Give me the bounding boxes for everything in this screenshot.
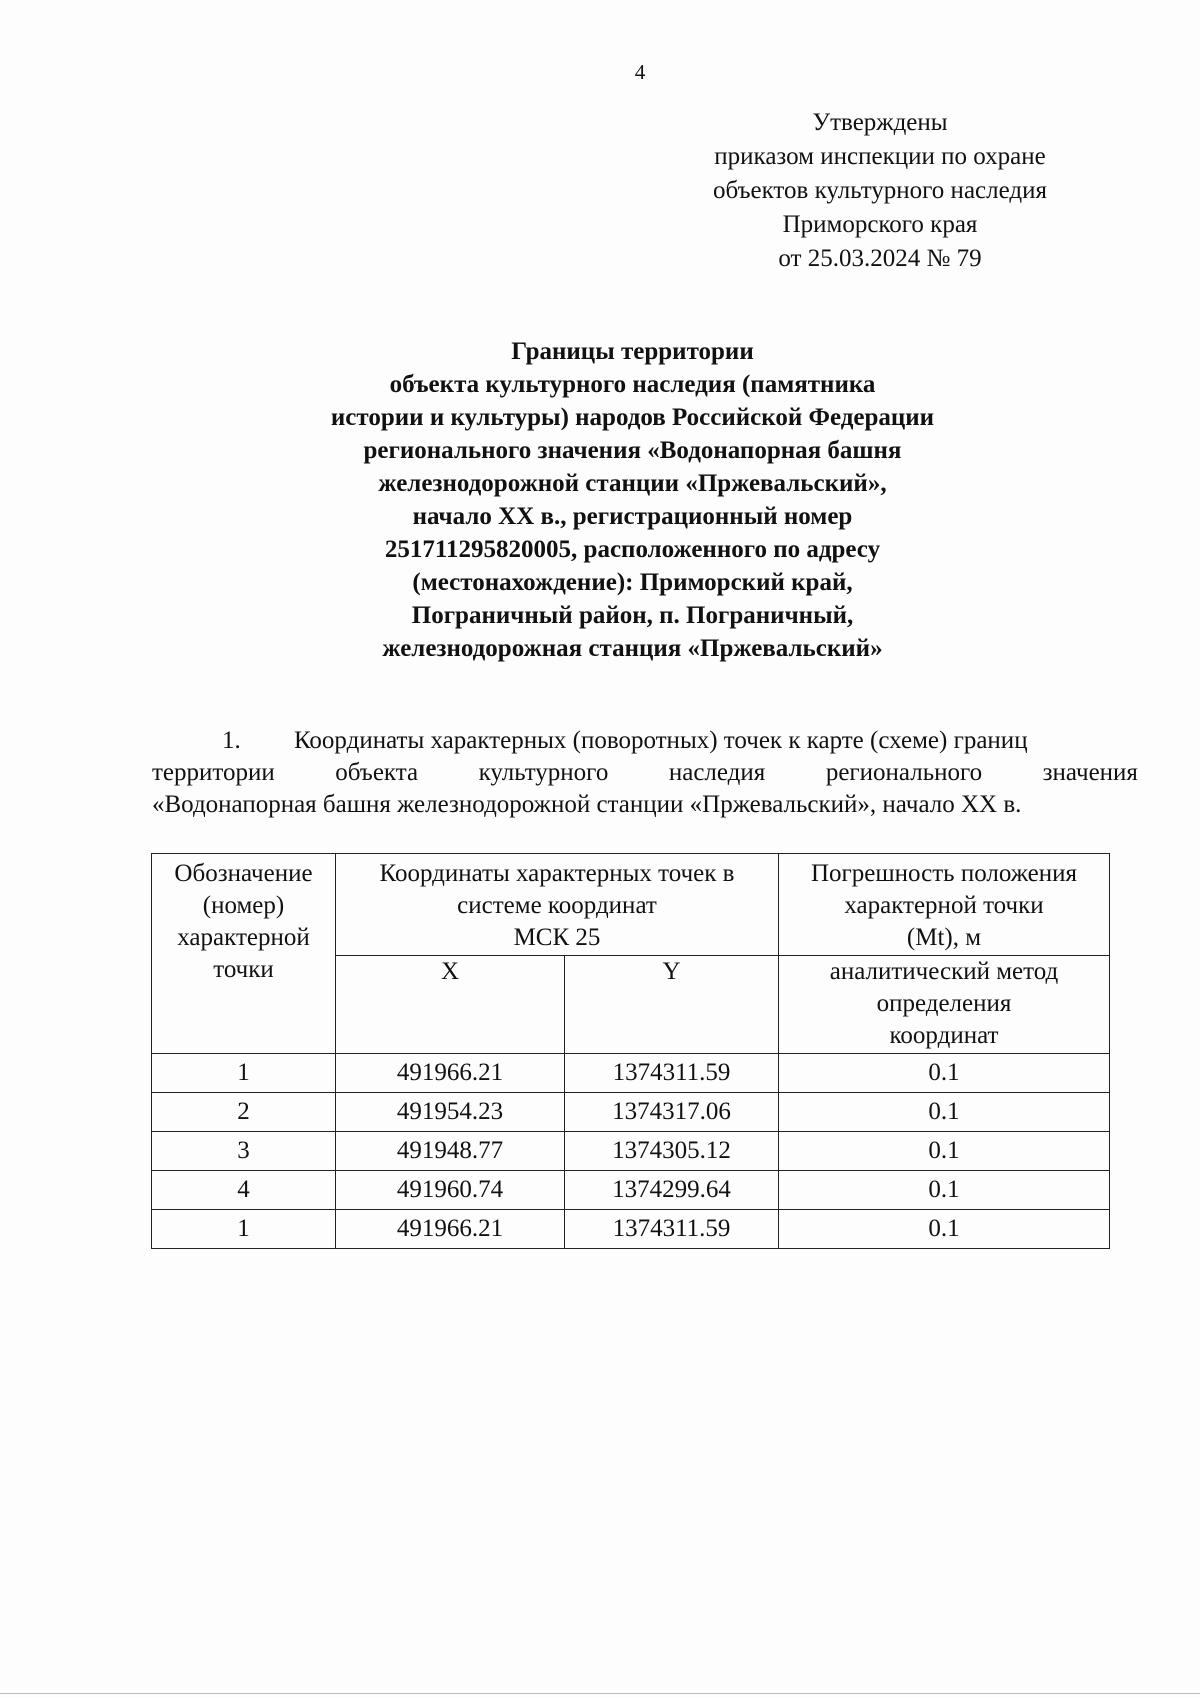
table-row <box>152 1210 1110 1249</box>
title-line: регионального значения «Водонапорная башня <box>363 437 902 464</box>
paragraph-line <box>152 725 1138 757</box>
paragraph-word: объекта <box>335 759 419 786</box>
coordinates-header <box>336 854 779 956</box>
y-cell: 1374311.59 <box>565 1054 779 1093</box>
point-header <box>152 854 336 1054</box>
y-cell: 1374299.64 <box>565 1171 779 1210</box>
x-header: X <box>336 956 565 1054</box>
title-line: железнодорожная станция «Пржевальский» <box>382 635 883 662</box>
mt-cell: 0.1 <box>779 1132 1110 1171</box>
x-cell: 491948.77 <box>336 1132 565 1171</box>
x-cell: 491954.23 <box>336 1093 565 1132</box>
mt-cell: 0.1 <box>779 1054 1110 1093</box>
approval-line: объектов культурного наследия <box>713 177 1047 204</box>
title-line: железнодорожной станции «Пржевальский», <box>378 470 887 497</box>
table-row <box>152 1093 1110 1132</box>
header-line: (номер) <box>202 892 285 919</box>
table-row <box>152 1171 1110 1210</box>
title-line: истории и культуры) народов Российской Федерации <box>330 404 935 431</box>
x-cell: 491966.21 <box>336 1210 565 1249</box>
approval-line: Приморского края <box>782 211 978 238</box>
point-cell: 2 <box>152 1093 336 1132</box>
paragraph-word: значения <box>1042 759 1138 786</box>
section-number: 1. <box>222 727 241 754</box>
y-cell: 1374305.12 <box>565 1132 779 1171</box>
table-row <box>152 1054 1110 1093</box>
y-header: Y <box>565 956 779 1054</box>
coordinates-table <box>151 853 1110 1249</box>
point-cell: 1 <box>152 1210 336 1249</box>
header-line: Координаты характерных точек в <box>379 860 735 887</box>
header-line: системе координат <box>457 892 657 919</box>
title-line: Пограничный район, п. Пограничный, <box>411 602 854 629</box>
header-line: характерной точки <box>844 892 1044 919</box>
paragraph-word: культурного <box>478 759 609 786</box>
header-line: координат <box>889 1022 999 1049</box>
title-line: Границы территории <box>511 338 754 365</box>
paragraph-word: регионального <box>825 759 983 786</box>
table-header-row <box>152 854 1110 956</box>
title-line: начало XX в., регистрационный номер <box>412 503 853 530</box>
title-line: (местонахождение): Приморский край, <box>412 569 853 596</box>
approval-line: Утверждены <box>812 109 948 136</box>
scan-edge-line <box>0 1693 1200 1694</box>
point-cell: 1 <box>152 1054 336 1093</box>
table-row <box>152 1132 1110 1171</box>
x-cell: 491966.21 <box>336 1054 565 1093</box>
header-line: МСК 25 <box>513 924 601 951</box>
y-cell: 1374311.59 <box>565 1210 779 1249</box>
header-line: (Mt), м <box>906 924 982 951</box>
error-header <box>779 854 1110 956</box>
approval-line: от 25.03.2024 № 79 <box>778 245 982 272</box>
mt-cell: 0.1 <box>779 1093 1110 1132</box>
x-cell: 491960.74 <box>336 1171 565 1210</box>
title-line: объекта культурного наследия (памятника <box>389 371 876 398</box>
header-line: определения <box>876 990 1012 1017</box>
approval-block <box>680 106 1080 276</box>
header-line: точки <box>213 956 274 983</box>
mt-cell: 0.1 <box>779 1210 1110 1249</box>
mt-cell: 0.1 <box>779 1171 1110 1210</box>
header-line: аналитический метод <box>829 958 1059 985</box>
page-number: 4 <box>634 60 646 84</box>
point-cell: 4 <box>152 1171 336 1210</box>
header-line: Погрешность положения <box>810 860 1078 887</box>
header-line: характерной <box>177 924 310 951</box>
document-title <box>200 335 1065 665</box>
paragraph-line: «Водонапорная башня железнодорожной станции «Пржевальский», начало XX в. <box>152 791 1022 818</box>
section-paragraph <box>152 725 1138 821</box>
y-cell: 1374317.06 <box>565 1093 779 1132</box>
method-header <box>779 956 1110 1054</box>
paragraph-word: наследия <box>668 759 766 786</box>
approval-line: приказом инспекции по охране <box>714 143 1046 170</box>
header-line: Обозначение <box>174 860 313 887</box>
paragraph-line <box>152 757 1138 789</box>
title-line: 251711295820005, расположенного по адресу <box>384 536 881 563</box>
paragraph-text: Координаты характерных (поворотных) точек к карте (схеме) границ <box>294 727 1028 754</box>
point-cell: 3 <box>152 1132 336 1171</box>
paragraph-word: территории <box>152 759 275 786</box>
